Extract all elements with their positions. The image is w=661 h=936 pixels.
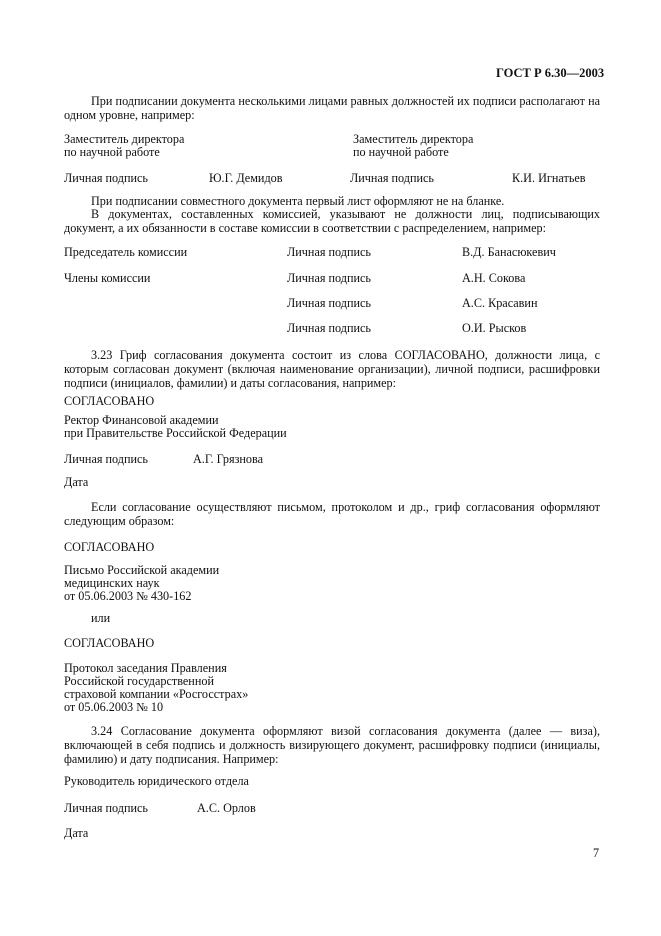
left-signature: Личная подпись	[64, 171, 148, 185]
right-signer-title-2: по научной работе	[353, 145, 449, 159]
right-signature: Личная подпись	[350, 171, 434, 185]
commission-member-name: О.И. Рысков	[462, 321, 527, 335]
letter-line-2: медицинских наук	[64, 576, 160, 590]
approval-agreed-heading: СОГЛАСОВАНО	[64, 394, 155, 408]
commission-signature: Личная подпись	[287, 296, 371, 310]
approval-name: А.Г. Грязнова	[193, 452, 264, 466]
section-3-24-paragraph: 3.24 Согласование документа оформляют визой согласования документа (далее — виза), включающей в себя подпись и должность визирующего документ, расшифровку подписи (инициалы, фамилию) и дату подписания. Например:	[64, 724, 600, 766]
commission-member-name: В.Д. Банасюкевич	[462, 245, 556, 259]
letter-agreed-heading: СОГЛАСОВАНО	[64, 540, 155, 554]
joint-document-paragraph: При подписании совместного документа первый лист оформляют не на бланке.	[91, 194, 505, 208]
standard-header: ГОСТ Р 6.30—2003	[496, 66, 605, 80]
approval-position-1: Ректор Финансовой академии	[64, 413, 219, 427]
commission-member-name: А.С. Красавин	[462, 296, 538, 310]
commission-signature: Личная подпись	[287, 321, 371, 335]
commission-signature: Личная подпись	[287, 271, 371, 285]
page-number: 7	[593, 846, 600, 860]
letter-variant-paragraph: Если согласование осуществляют письмом, протоколом и др., гриф согласования оформляют следующим образом:	[64, 500, 600, 528]
protocol-agreed-heading: СОГЛАСОВАНО	[64, 636, 155, 650]
left-signer-name: Ю.Г. Демидов	[209, 171, 283, 185]
section-3-23-paragraph: 3.23 Гриф согласования документа состоит из слова СОГЛАСОВАНО, должности лица, с которым согласован документ (включая наименование организации), личной подписи, расшифровки подписи (инициалов, фамилии) и даты согласования, например:	[64, 348, 600, 390]
protocol-line-4: от 05.06.2003 № 10	[64, 700, 164, 714]
commission-paragraph: В документах, составленных комиссией, указывают не должности лиц, подписывающих документ, а их обязанности в составе комиссии в соответствии с распределением, например:	[64, 207, 600, 235]
left-signer-title-1: Заместитель директора	[64, 132, 185, 146]
visa-signature: Личная подпись	[64, 801, 148, 815]
letter-line-1: Письмо Российской академии	[64, 563, 220, 577]
protocol-line-1: Протокол заседания Правления	[64, 661, 227, 675]
commission-signature: Личная подпись	[287, 245, 371, 259]
protocol-line-2: Российской государственной	[64, 674, 214, 688]
letter-line-3: от 05.06.2003 № 430-162	[64, 589, 192, 603]
visa-position: Руководитель юридического отдела	[64, 774, 249, 788]
left-signer-title-2: по научной работе	[64, 145, 160, 159]
approval-position-2: при Правительстве Российской Федерации	[64, 426, 287, 440]
approval-signature: Личная подпись	[64, 452, 148, 466]
equal-positions-paragraph: При подписании документа несколькими лицами равных должностей их подписи располагают на одном уровне, например:	[64, 94, 600, 122]
commission-member-name: А.Н. Сокова	[462, 271, 526, 285]
visa-name: А.С. Орлов	[197, 801, 256, 815]
approval-date: Дата	[64, 475, 89, 489]
visa-date: Дата	[64, 826, 89, 840]
commission-members-label: Члены комиссии	[64, 271, 151, 285]
or-text: или	[91, 611, 111, 625]
commission-chair-label: Председатель комиссии	[64, 245, 188, 259]
protocol-line-3: страховой компании «Росгосстрах»	[64, 687, 249, 701]
right-signer-title-1: Заместитель директора	[353, 132, 474, 146]
right-signer-name: К.И. Игнатьев	[512, 171, 586, 185]
